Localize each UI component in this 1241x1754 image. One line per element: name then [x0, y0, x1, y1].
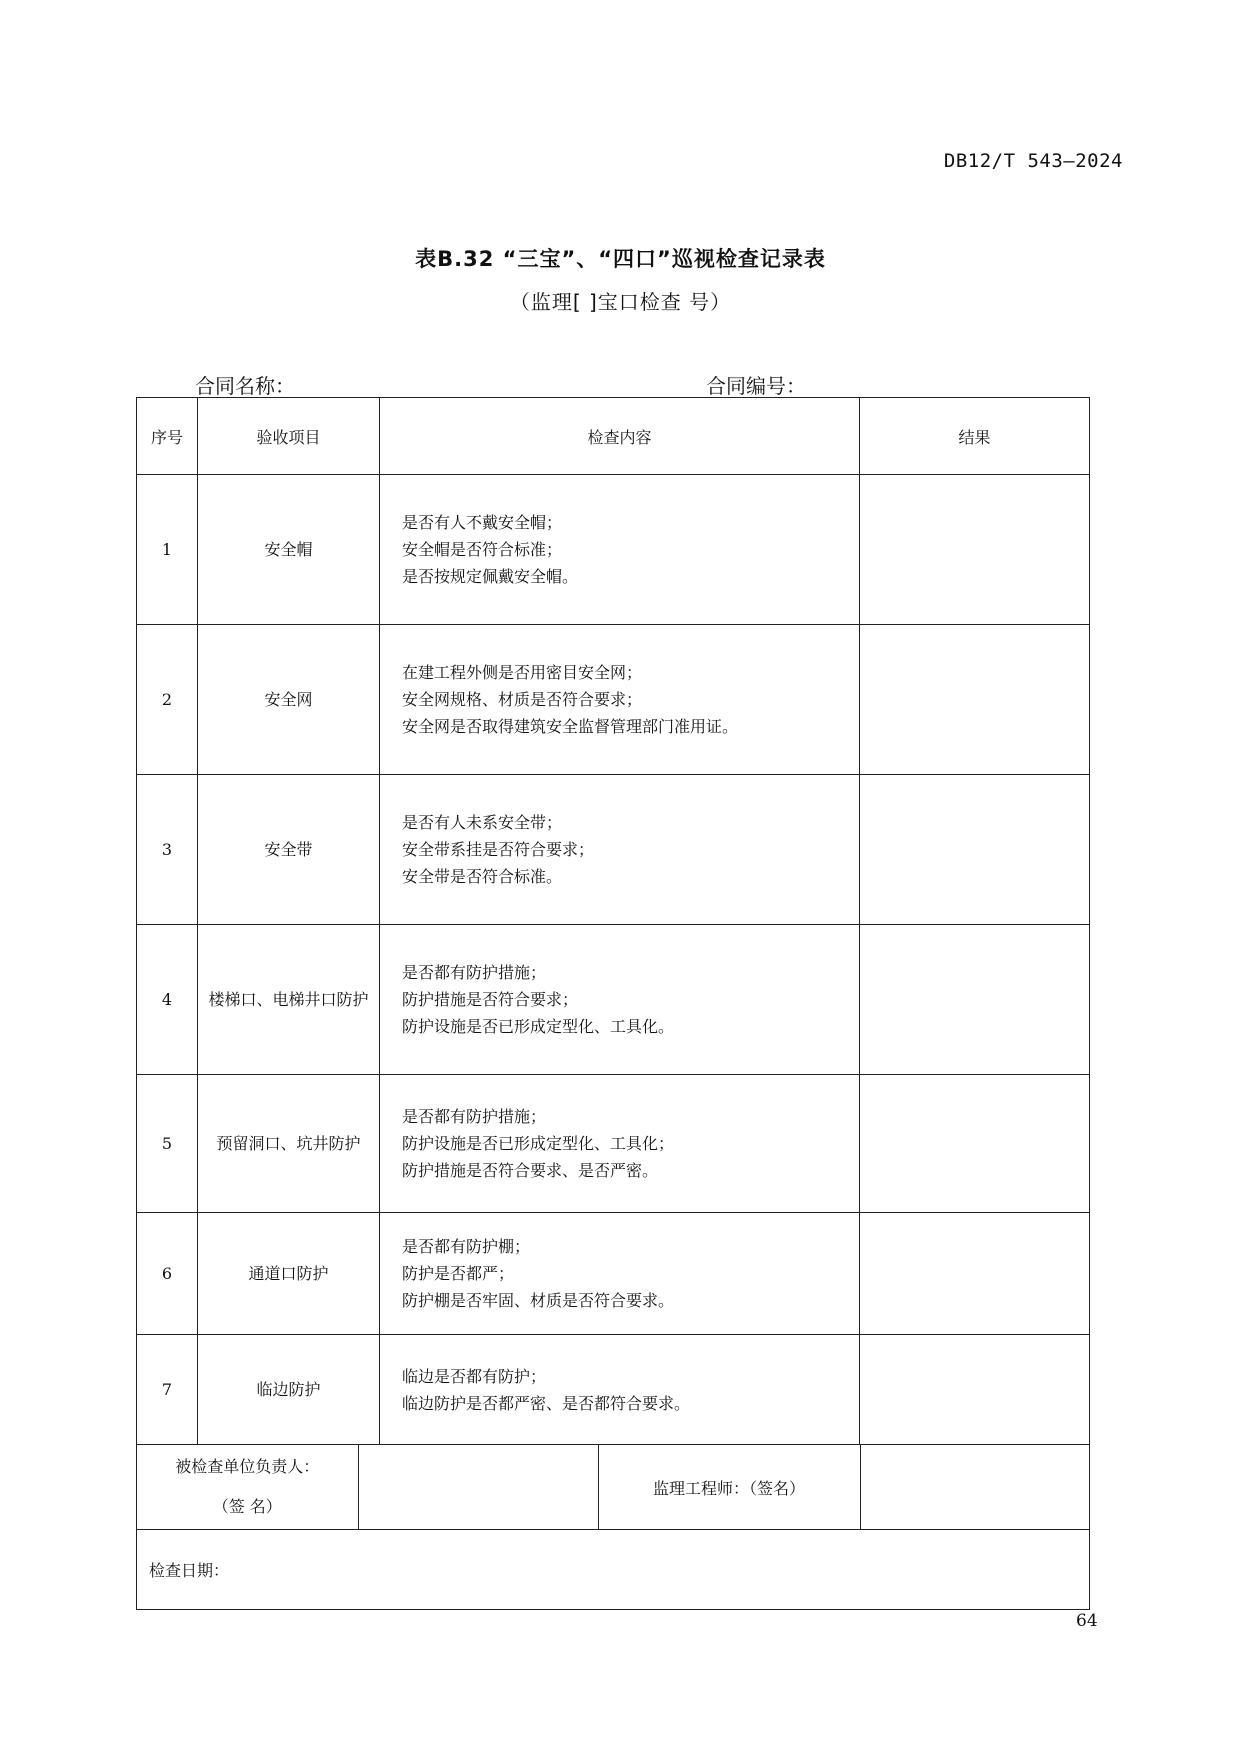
content-line: 防护设施是否已形成定型化、工具化。	[402, 1017, 675, 1036]
table-row	[137, 625, 1090, 775]
row-no: 1	[137, 475, 198, 625]
row-no: 2	[137, 625, 198, 775]
row-item: 预留洞口、坑井防护	[198, 1075, 380, 1213]
table-row	[137, 1213, 1090, 1335]
inspected-unit-signature-field[interactable]	[358, 1445, 598, 1529]
signature-row	[137, 1445, 1090, 1530]
table-row	[137, 1075, 1090, 1213]
content-line: 防护措施是否符合要求；	[402, 990, 579, 1009]
row-no: 6	[137, 1213, 198, 1335]
row-content	[380, 1335, 860, 1445]
supervisor-signature-field[interactable]	[860, 1445, 1090, 1529]
row-content	[380, 625, 860, 775]
content-line: 防护是否都严；	[402, 1264, 515, 1283]
row-no: 3	[137, 775, 198, 925]
content-line: 临边防护是否都严密、是否都符合要求。	[402, 1393, 691, 1413]
table-row	[137, 1335, 1090, 1445]
row-item: 安全网	[198, 625, 380, 775]
content-line: 安全网规格、材质是否符合要求；	[402, 690, 643, 709]
content-line: 防护棚是否牢固、材质是否符合要求。	[402, 1291, 675, 1310]
date-row	[137, 1530, 1090, 1610]
row-result-cell[interactable]	[860, 475, 1090, 625]
content-line: 防护措施是否符合要求、是否严密。	[402, 1161, 659, 1180]
row-no: 7	[137, 1335, 198, 1445]
content-line: 安全带系挂是否符合要求；	[402, 840, 595, 859]
col-header-item: 验收项目	[198, 398, 380, 475]
content-line: 是否有人未系安全带；	[402, 813, 563, 832]
row-content	[380, 925, 860, 1075]
contract-number-label: 合同编号：	[706, 374, 806, 398]
document-code: DB12/T 543—2024	[943, 150, 1123, 172]
row-result-cell[interactable]	[860, 1213, 1090, 1335]
row-content	[380, 775, 860, 925]
table-row	[137, 475, 1090, 625]
row-item: 通道口防护	[198, 1213, 380, 1335]
signature-table	[137, 1445, 1090, 1529]
table-row	[137, 925, 1090, 1075]
row-content	[380, 475, 860, 625]
row-item: 临边防护	[198, 1335, 380, 1445]
table-row	[137, 775, 1090, 925]
content-line: 防护设施是否已形成定型化、工具化；	[402, 1134, 675, 1153]
content-line: 临边是否都有防护；	[402, 1366, 547, 1386]
page-number: 64	[1076, 1611, 1098, 1631]
table-subtitle: （监理[ ]宝口检查 号）	[509, 290, 732, 314]
row-item: 安全帽	[198, 475, 380, 625]
inspected-unit-cell	[137, 1445, 358, 1529]
inspection-table	[136, 397, 1090, 1610]
content-line: 安全网是否取得建筑安全监督管理部门准用证。	[402, 717, 739, 736]
row-result-cell[interactable]	[860, 1335, 1090, 1445]
row-item: 安全带	[198, 775, 380, 925]
inspected-unit-label: 被检查单位负责人：	[175, 1457, 320, 1476]
col-header-no: 序号	[137, 398, 198, 475]
content-line: 是否有人不戴安全帽；	[402, 513, 563, 532]
content-line: 在建工程外侧是否用密目安全网；	[402, 663, 643, 682]
content-line: 安全帽是否符合标准；	[402, 540, 563, 559]
inspection-date-label: 检查日期：	[137, 1530, 1090, 1610]
row-item: 楼梯口、电梯井口防护	[198, 925, 380, 1075]
row-no: 5	[137, 1075, 198, 1213]
row-result-cell[interactable]	[860, 775, 1090, 925]
content-line: 是否都有防护棚；	[402, 1237, 531, 1256]
row-result-cell[interactable]	[860, 925, 1090, 1075]
supervisor-label: 监理工程师：（签名）	[598, 1445, 860, 1529]
col-header-result: 结果	[860, 398, 1090, 475]
row-result-cell[interactable]	[860, 625, 1090, 775]
table-title: 表B.32 “三宝”、“四口”巡视检查记录表	[415, 247, 826, 271]
content-line: 安全带是否符合标准。	[402, 867, 563, 886]
content-line: 是否都有防护措施；	[402, 963, 547, 982]
row-content	[380, 1213, 860, 1335]
content-line: 是否都有防护措施；	[402, 1107, 547, 1126]
table-header-row	[137, 398, 1090, 475]
row-result-cell[interactable]	[860, 1075, 1090, 1213]
row-no: 4	[137, 925, 198, 1075]
contract-name-label: 合同名称：	[195, 374, 295, 398]
row-content	[380, 1075, 860, 1213]
content-line: 是否按规定佩戴安全帽。	[402, 567, 579, 586]
sign-label: （签 名）	[212, 1497, 282, 1516]
col-header-content: 检查内容	[380, 398, 860, 475]
